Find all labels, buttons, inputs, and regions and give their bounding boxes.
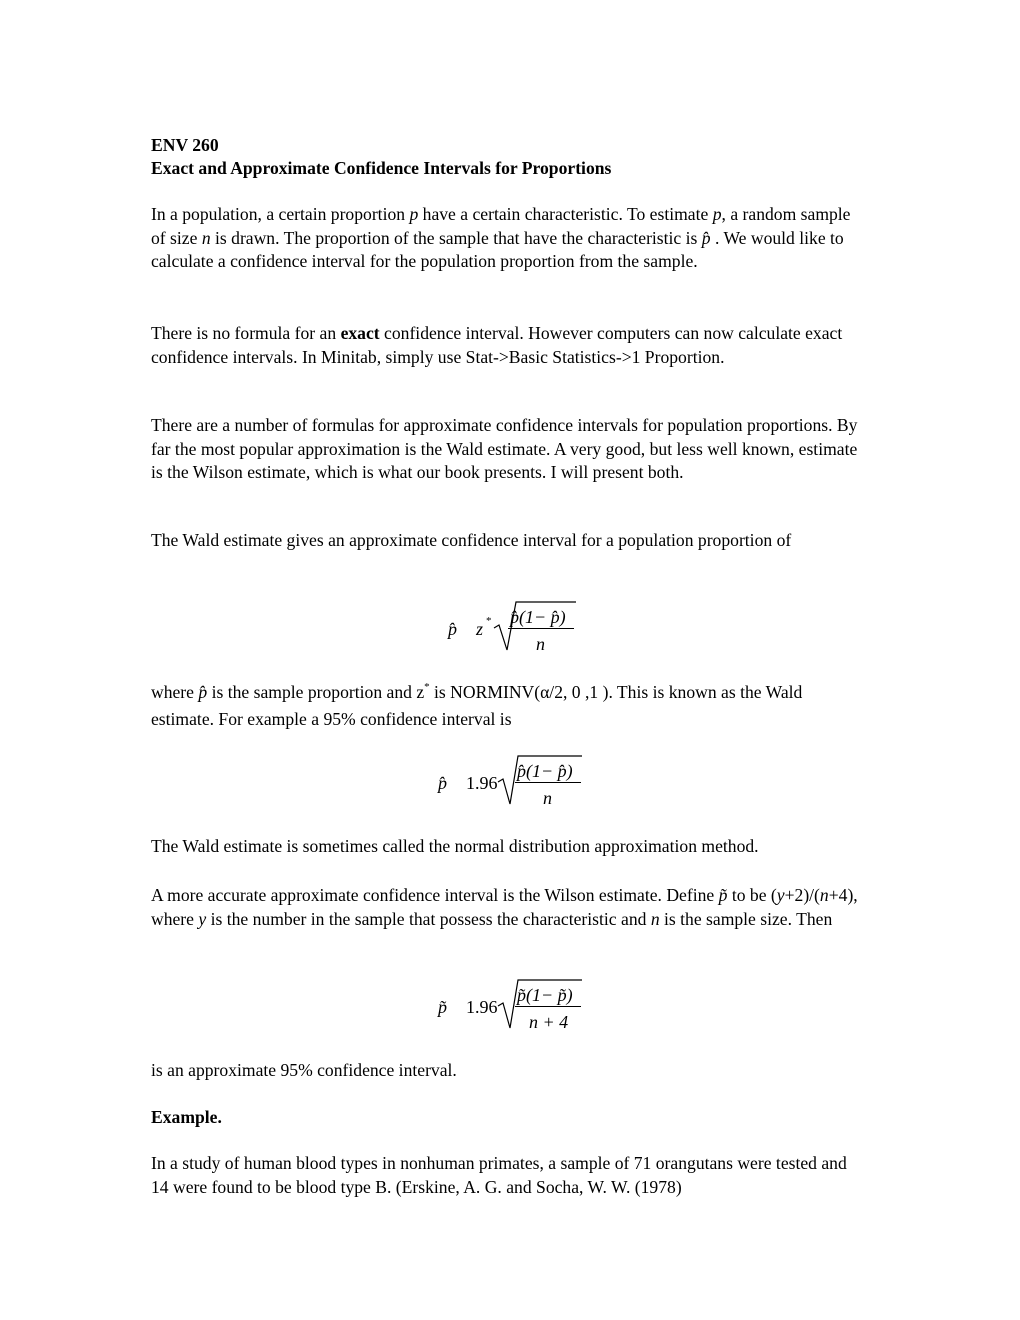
normal-approx-paragraph: The Wald estimate is sometimes called the normal distribution approximation method. [151, 836, 759, 856]
wald-formula: p̂ z * p̂(1− p̂) n [440, 598, 600, 658]
approximations-paragraph: There are a number of formulas for approximate confidence intervals for population proportions. By far the most popular approximation is the Wald estimate. A very good, but less well known, estimate is the Wilson estimate, which is what our book presents. I will present both. [151, 415, 858, 482]
fraction-bar [508, 628, 574, 629]
example-paragraph: In a study of human blood types in nonhuman primates, a sample of 71 orangutans were tested and 14 were found to be blood type B. (Erskine, A. G. and Socha, W. W. (1978) [151, 1153, 847, 1197]
wilson-intro-paragraph: A more accurate approximate confidence interval is the Wilson estimate. Define p̃ to be (y+2)/(n+4), where y is the number in the sample that possess the characteristic and n is the sample size. Then [151, 885, 858, 929]
wilson-conclusion-paragraph: is an approximate 95% confidence interval. [151, 1060, 457, 1080]
fraction-bar [515, 1006, 581, 1007]
wilson-95-formula: p̃ 1.96 p̃(1− p̃) n + 4 [432, 976, 602, 1036]
wald-95-formula: p̂ 1.96 p̂(1− p̂) n [432, 752, 602, 812]
wald-intro-paragraph: The Wald estimate gives an approximate confidence interval for a population proportion of [151, 530, 792, 550]
wald-description-paragraph: where p̂ is the sample proportion and z* is NORMINV(α/2, 0 ,1 ). This is known as the Wald estimate. For example a 95% confidence interval is [151, 681, 803, 729]
fraction-bar [515, 782, 581, 783]
course-code: ENV 260 [151, 135, 219, 155]
example-heading: Example. [151, 1107, 222, 1127]
exact-paragraph: There is no formula for an exact confidence interval. However computers can now calculate exact confidence intervals. In Minitab, simply use Stat->Basic Statistics->1 Proportion. [151, 323, 843, 367]
document-title: Exact and Approximate Confidence Intervals for Proportions [151, 158, 612, 178]
intro-paragraph: In a population, a certain proportion p have a certain characteristic. To estimate p, a random sample of size n is drawn. The proportion of the sample that have the characteristic is p̂ . We would like to calculate a confidence interval for the population proportion from the sample. [151, 204, 851, 271]
